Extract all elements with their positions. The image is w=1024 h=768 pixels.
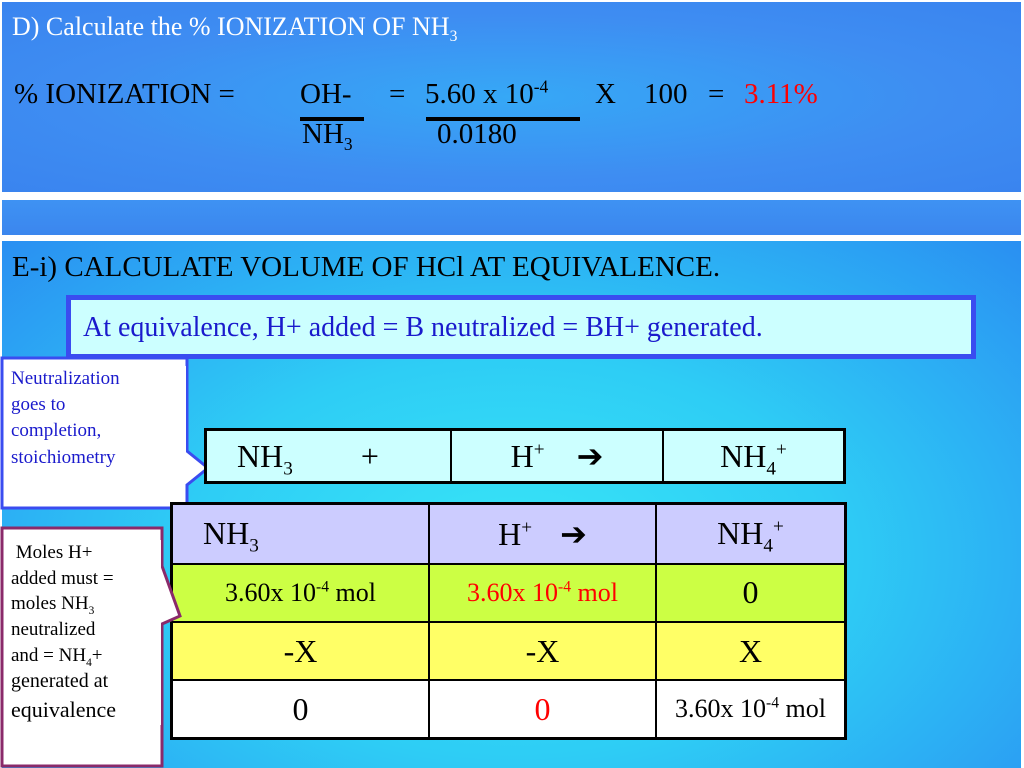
ice-change-h: -X xyxy=(429,622,656,680)
times-sign: X xyxy=(595,78,616,110)
ice-initial-nh4: 0 xyxy=(656,564,846,622)
callout2-line: equivalence xyxy=(11,697,117,723)
ice-final-nh3: 0 xyxy=(172,680,430,738)
equivalence-heading: E-i) CALCULATE VOLUME OF HCl AT EQUIVALENCE. xyxy=(12,251,721,283)
ice-final-row xyxy=(172,680,846,738)
reaction-reactant-cell: $NH_3$ + xyxy=(206,430,452,483)
ice-initial-row xyxy=(172,564,846,622)
ice-table xyxy=(170,502,847,740)
ice-final-h: 0 xyxy=(429,680,656,738)
plus-sign: + xyxy=(360,437,379,474)
callout1-line: goes to xyxy=(11,394,66,416)
ice-header-nh3: $NH_3$ xyxy=(172,504,430,564)
ionization-equation-label: % IONIZATION = xyxy=(14,78,235,110)
reaction-table xyxy=(204,428,846,484)
ice-change-nh4: X xyxy=(656,622,846,680)
callout-neutralization xyxy=(11,366,186,471)
equals-sign-2: = xyxy=(708,78,725,110)
denominator-value: 0.0180 xyxy=(437,118,517,150)
equals-sign-1: = xyxy=(389,78,406,110)
callout1-line: Neutralization xyxy=(11,368,120,389)
numerator-value: 5.60 x $10^{-4}$ xyxy=(425,76,549,110)
ice-initial-h: 3.60x $10^{-4}$ mol xyxy=(429,564,656,622)
ionization-heading: D) Calculate the % IONIZATION OF $NH_3$ xyxy=(12,12,458,46)
ionization-result: 3.11% xyxy=(744,78,818,110)
arrow-icon: ➔ xyxy=(576,438,604,474)
callout2-line: Moles H+ xyxy=(15,542,93,563)
callout2-line: generated at xyxy=(11,670,109,693)
ice-initial-nh3: 3.60x $10^{-4}$ mol xyxy=(172,564,430,622)
equivalence-statement-box xyxy=(66,295,976,359)
ice-header-row xyxy=(172,504,846,564)
arrow-icon: ➔ xyxy=(560,515,587,552)
callout1-line: stoichiometry xyxy=(11,446,116,468)
denominator-nh3: $NH_3$ xyxy=(302,118,353,154)
hundred-value: 100 xyxy=(644,78,688,110)
reaction-h-cell: H+ ➔ xyxy=(451,430,663,483)
callout-moles xyxy=(11,540,161,725)
ice-header-h: H+ ➔ xyxy=(429,504,656,564)
ice-header-nh4: $NH_4^+$ xyxy=(656,504,846,564)
callout2-line: moles $NH_3$ xyxy=(11,593,95,618)
callout2-line: and = $NH_4+$ xyxy=(11,644,103,669)
ice-final-nh4: 3.60x $10^{-4}$ mol xyxy=(656,680,846,738)
ice-change-nh3: -X xyxy=(172,622,430,680)
equivalence-statement: At equivalence, H+ added = B neutralized = BH+ generated. xyxy=(83,312,763,343)
separator-strip xyxy=(2,200,1021,235)
callout1-line: completion, xyxy=(11,420,102,442)
numerator-oh: OH- xyxy=(300,78,352,110)
ice-change-row xyxy=(172,622,846,680)
callout2-line: added must = xyxy=(11,567,114,589)
callout2-line: neutralized xyxy=(11,618,96,640)
reaction-product-cell: $NH_4^+$ xyxy=(663,430,845,483)
